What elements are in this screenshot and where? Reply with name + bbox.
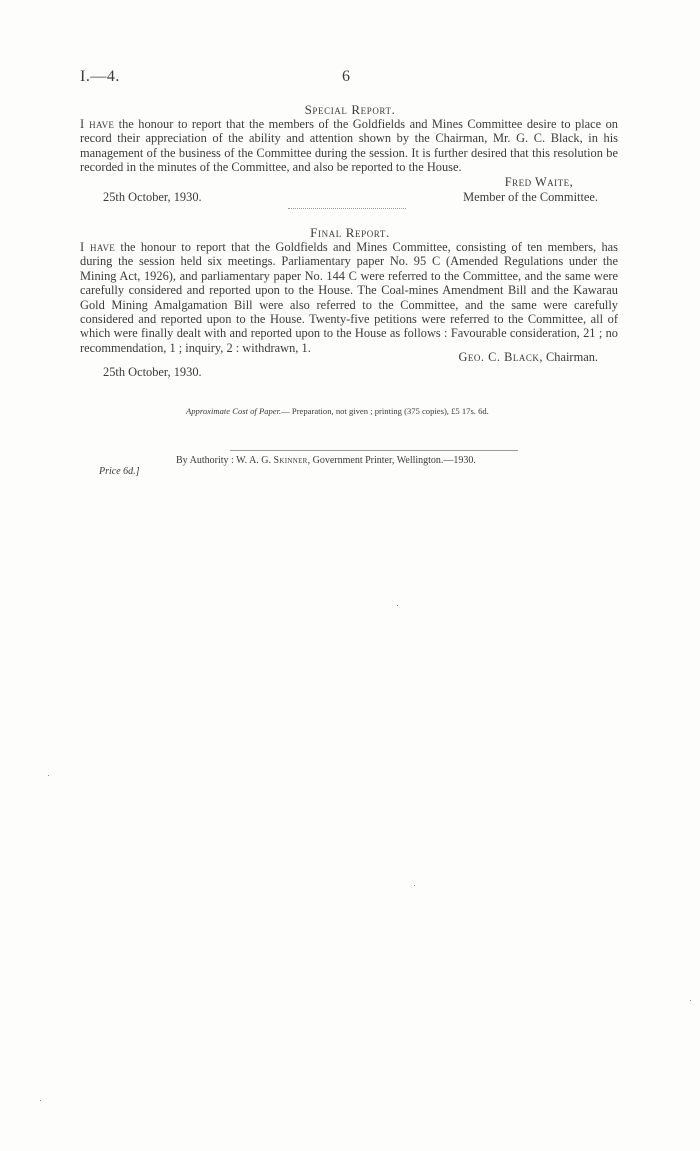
scan-speck	[414, 885, 415, 886]
signatory-name-text: Fred Waite,	[504, 175, 574, 189]
special-report-title: Special Report.	[304, 102, 396, 117]
cost-text: — Preparation, not given ; printing (375 copies), £5 17s. 6d.	[281, 406, 489, 416]
special-report-date: 25th October, 1930.	[103, 190, 202, 204]
final-report-title: Final Report.	[310, 225, 390, 240]
scan-speck	[40, 1100, 41, 1101]
final-signatory-role: Chairman.	[542, 350, 598, 364]
special-report-lead: I have	[80, 117, 115, 131]
footer-rule	[230, 450, 518, 451]
printer-authority-line	[176, 455, 536, 466]
price-note: Price 6d.]	[99, 466, 140, 477]
final-report-text: the honour to report that the Goldfields and Mines Committee, consisting of ten members, has during the session held six meetings. Parliamentary paper No. 95 C (Amended Regulations under the Mining Act, 1926), and parliamentary paper No. 144 C were referred to the Committee, and the same were carefully considered and reported upon to the House. The Coal-mines Amendment Bill and the Kawarau Gold Mining Amalgamation Bill were also referred to the Committee, and the same were carefully considered and reported upon to the House. Twenty-five petitions were referred to the Committee, all of which were finally dealt with and reported upon to the House as follows : Favourable consideration, 21 ; no recommendation, 1 ; inquiry, 2 : withdrawn, 1.	[80, 240, 618, 355]
authority-prefix: By Authority : W. A. G.	[176, 455, 274, 466]
special-report-signatory-name	[480, 175, 598, 189]
final-report-date: 25th October, 1930.	[103, 365, 202, 379]
page-number: 6	[342, 68, 350, 85]
cost-label: Approximate Cost of Paper.	[186, 406, 282, 416]
section-divider	[288, 208, 406, 209]
authority-suffix: , Government Printer, Wellington.—1930.	[307, 455, 476, 466]
approximate-cost-line	[186, 406, 546, 416]
special-report-body	[80, 117, 618, 175]
final-report-lead: I have	[80, 240, 116, 254]
scan-speck	[690, 1000, 691, 1001]
printer-name: Skinner	[273, 455, 308, 466]
paper-reference: I.—4.	[80, 68, 120, 85]
special-report-text: the honour to report that the members of the Goldfields and Mines Committee desire to place on record their appreciation of the ability and attention shown by the Chairman, Mr. G. C. Black, in his management of the business of the Committee during the session. It is further desired that this resolution be recorded in the minutes of the Committee, and also be reported to the House.	[80, 117, 618, 175]
final-signatory-name: Geo. C. Black,	[458, 350, 543, 364]
scan-speck	[48, 775, 49, 776]
scan-speck	[397, 605, 398, 606]
final-report-body	[80, 240, 618, 355]
final-report-signatory	[420, 350, 598, 364]
special-report-signatory-role: Member of the Committee.	[463, 190, 598, 204]
